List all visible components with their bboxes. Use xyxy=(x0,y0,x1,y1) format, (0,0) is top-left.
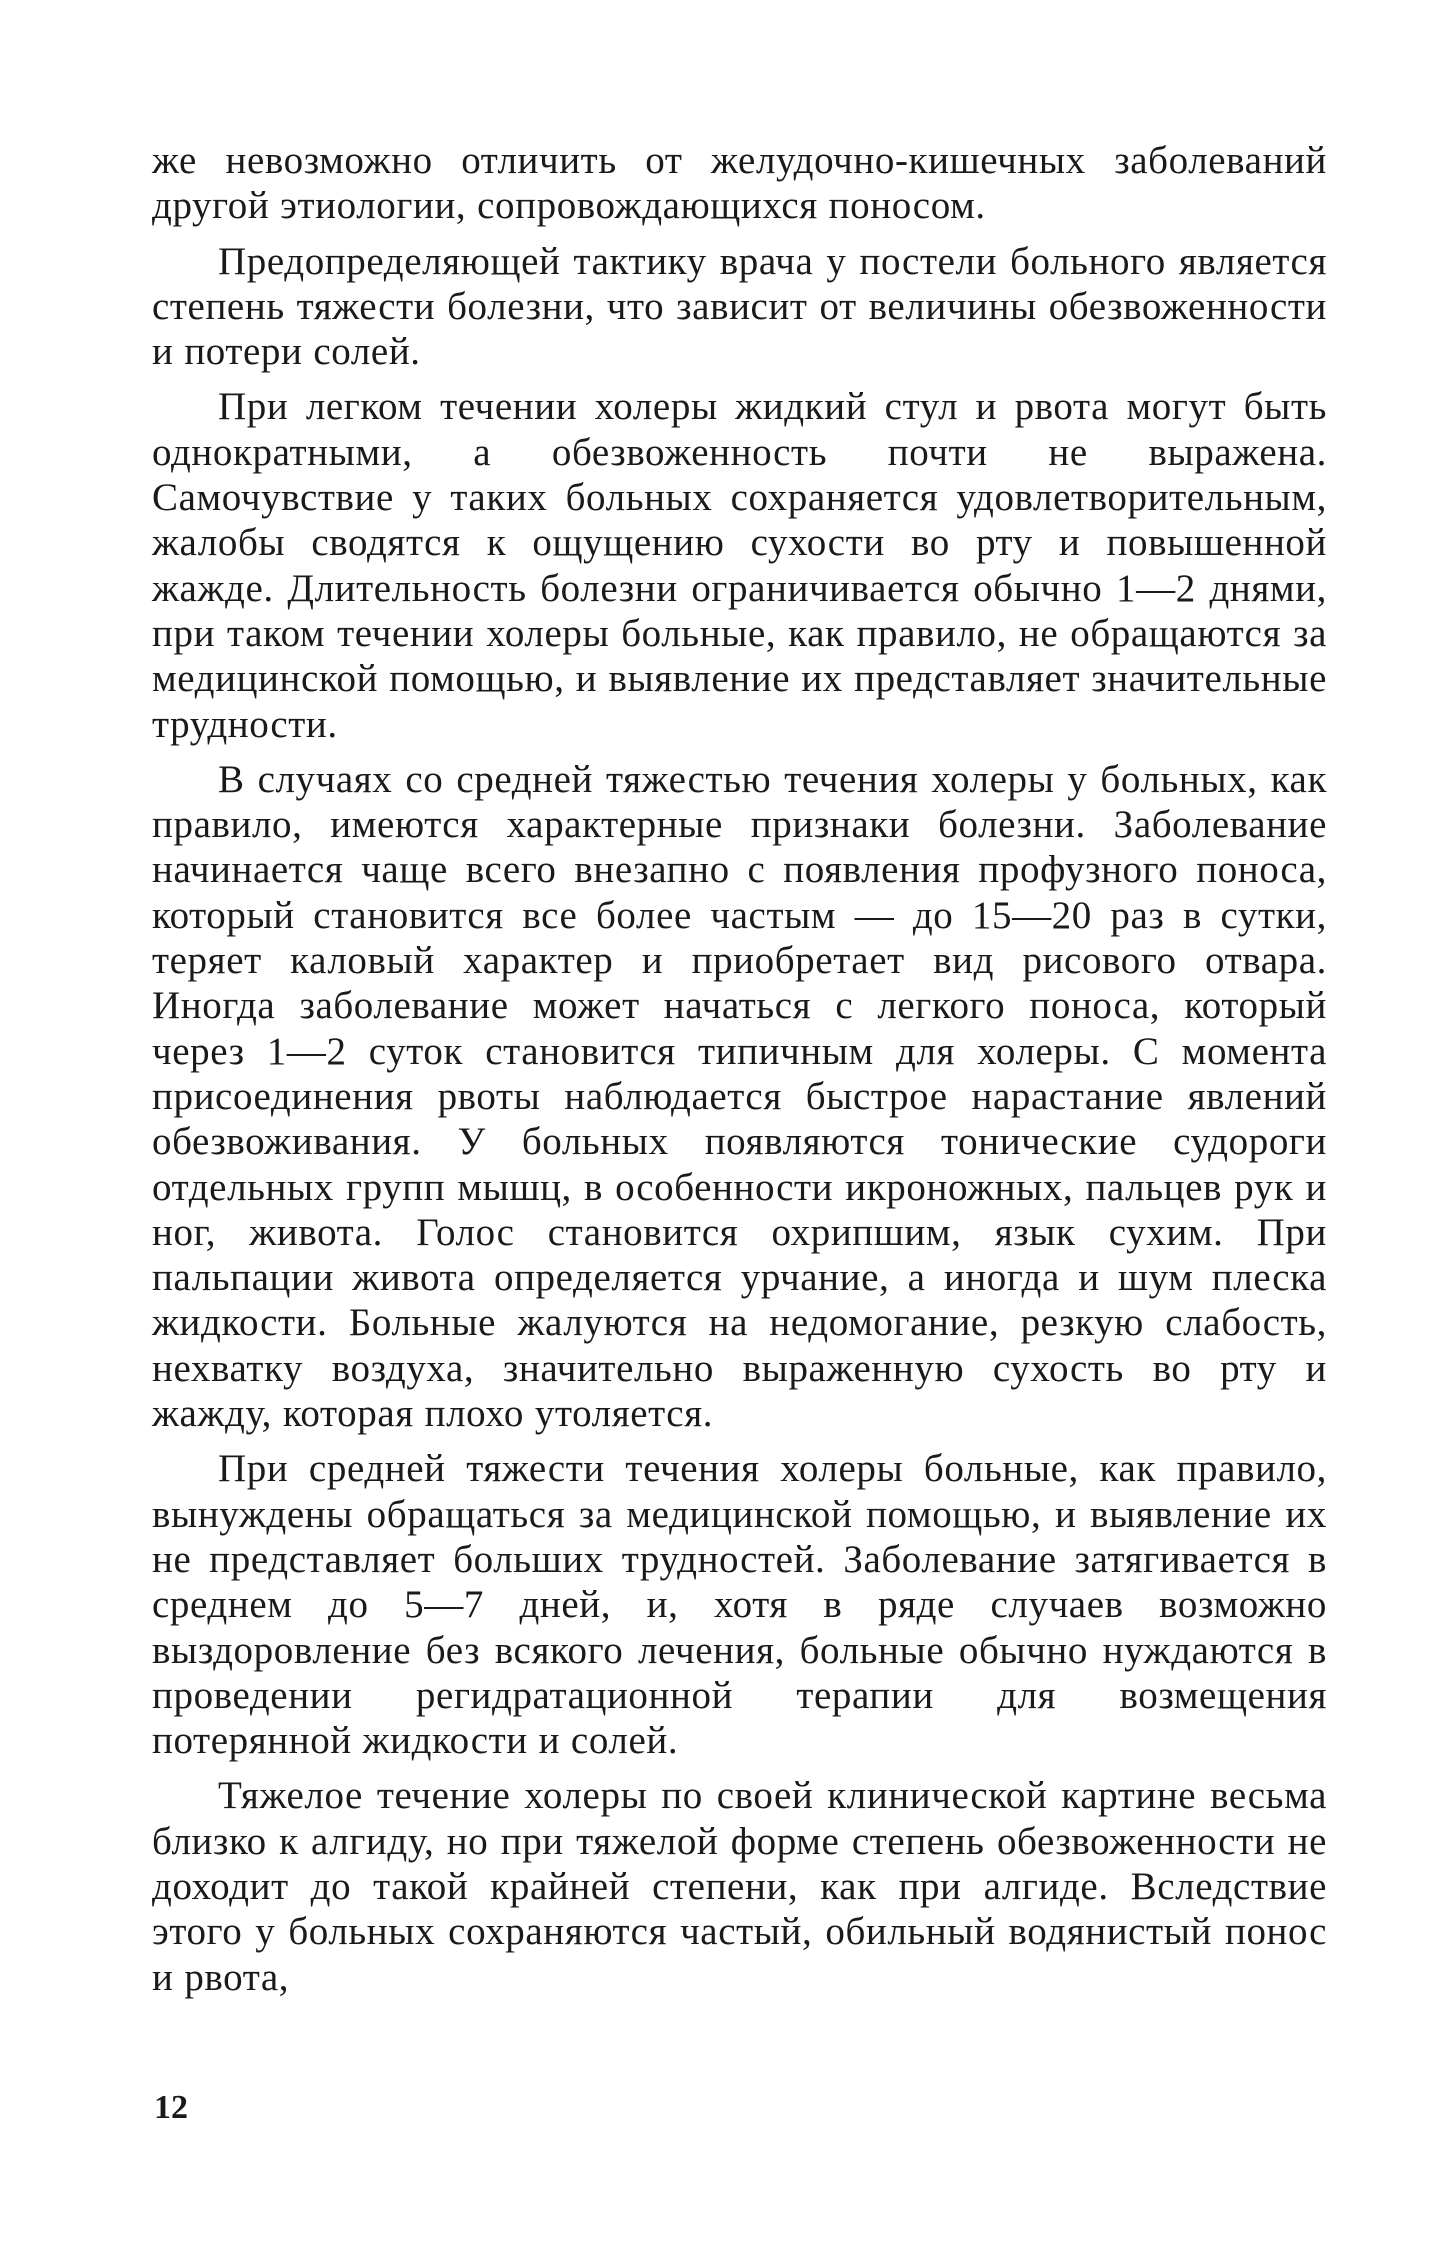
paragraph-continuation: же невозможно отличить от желудочно-кишечных заболеваний другой этиологии, сопровождающихся поносом. xyxy=(152,139,1327,228)
text-column xyxy=(152,138,1327,2010)
paragraph-mild-course: При легком течении холеры жидкий стул и рвота могут быть однократными, а обезвоженность почти не выражена. Самочувствие у таких больных сохраняется удовлетворительным, жалобы сводятся к ощущению сухости во рту и повышенной жажде. Длительность болезни ограничивается обычно 1—2 днями, при таком течении холеры больные, как правило, не обращаются за медицинской помощью, и выявление их представляет значительные трудности. xyxy=(152,385,1327,746)
paragraph-moderate-course-symptoms: В случаях со средней тяжестью течения холеры у больных, как правило, имеются характерные признаки болезни. Заболевание начинается чаще всего внезапно с появления профузного поноса, который становится все более частым — до 15—20 раз в сутки, теряет каловый характер и приобретает вид рисового отвара. Иногда заболевание может начаться с легкого поноса, который через 1—2 суток становится типичным для холеры. С момента присоединения рвоты наблюдается быстрое нарастание явлений обезвоживания. У больных появляются тонические судороги отдельных групп мышц, в особенности икроножных, пальцев рук и ног, живота. Голос становится охрипшим, язык сухим. При пальпации живота определяется урчание, а иногда и шум плеска жидкости. Больные жалуются на недомогание, резкую слабость, нехватку воздуха, значительно выраженную сухость во рту и жажду, которая плохо утоляется. xyxy=(152,757,1327,1436)
page-number: 12 xyxy=(154,2089,188,2126)
paragraph-moderate-course-treatment: При средней тяжести течения холеры больные, как правило, вынуждены обращаться за медицинской помощью, и выявление их не представляет больших трудностей. Заболевание затягивается в среднем до 5—7 дней, и, хотя в ряде случаев возможно выздоровление без всякого лечения, больные обычно нуждаются в проведении регидратационной терапии для возмещения потерянной жидкости и солей. xyxy=(152,1447,1327,1763)
paragraph-severe-course: Тяжелое течение холеры по своей клинической картине весьма близко к алгиду, но при тяжелой форме степень обезвоженности не доходит до такой крайней степени, как при алгиде. Вследствие этого у больных сохраняются частый, обильный водянистый понос и рвота, xyxy=(152,1774,1327,1999)
paragraph-severity-tactics: Предопределяющей тактику врача у постели больного является степень тяжести болезни, что зависит от величины обезвоженности и потери солей. xyxy=(152,239,1327,374)
